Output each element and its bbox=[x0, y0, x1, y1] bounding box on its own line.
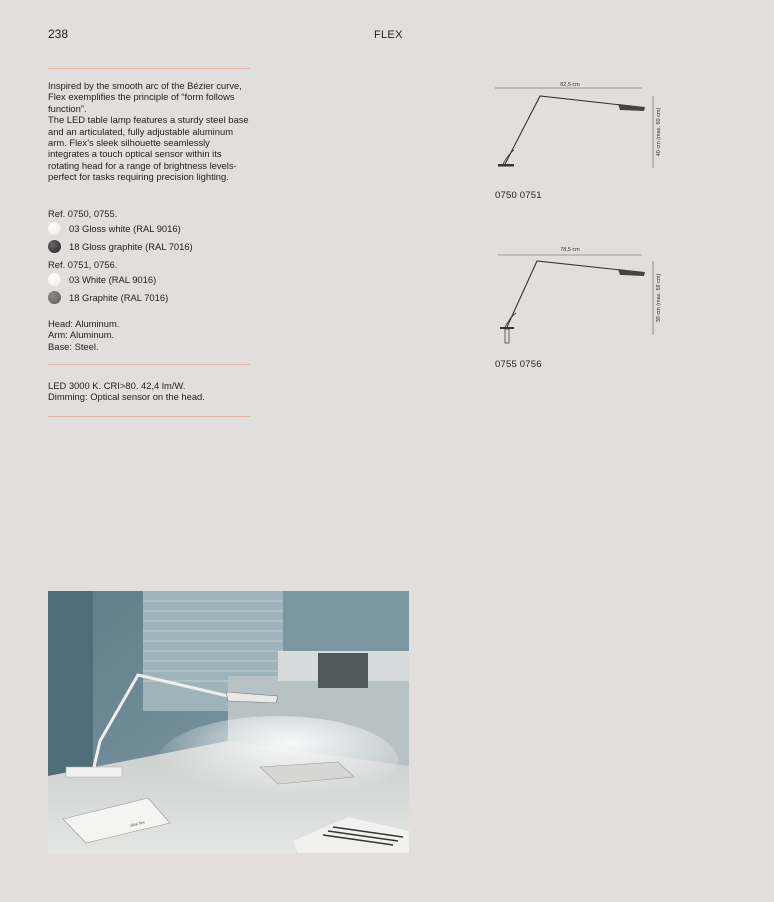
material-item: Arm: Aluminum. bbox=[48, 329, 115, 341]
book-label: vibia flex bbox=[129, 819, 146, 828]
finish-label: 03 Gloss white (RAL 9016) bbox=[69, 223, 181, 234]
divider bbox=[48, 68, 250, 69]
material-item: Head: Aluminum. bbox=[48, 318, 120, 329]
lamp-clamp-icon bbox=[505, 329, 509, 343]
white-swatch bbox=[48, 273, 61, 286]
lamp-arm-icon bbox=[507, 261, 630, 327]
finish-option bbox=[48, 291, 168, 304]
lamp-diagram-clamp bbox=[490, 243, 670, 348]
lamp-diagram-desk-base bbox=[490, 76, 670, 176]
lamp-head-icon bbox=[618, 269, 645, 276]
product-description bbox=[48, 80, 253, 183]
spec-line: Dimming: Optical sensor on the head. bbox=[48, 391, 205, 403]
page-title: FLEX bbox=[374, 29, 403, 41]
divider bbox=[48, 416, 250, 417]
finish-label: 03 White (RAL 9016) bbox=[69, 274, 157, 285]
lamp-head-icon bbox=[618, 104, 645, 111]
finish-option bbox=[48, 273, 156, 286]
material-item: Base: Steel. bbox=[48, 340, 99, 352]
finish-label: 18 Graphite (RAL 7016) bbox=[69, 292, 169, 303]
finish-option bbox=[48, 240, 193, 253]
lamp-arm-icon bbox=[504, 96, 630, 166]
page-number: 238 bbox=[48, 27, 69, 41]
diagram-codes: 0755 0756 bbox=[495, 359, 542, 370]
ref-label: Ref. 0751, 0756. bbox=[48, 259, 118, 270]
lamp-base-icon bbox=[498, 164, 514, 167]
height-label: 39 cm (max. 59 cm) bbox=[656, 273, 662, 323]
diagram-codes: 0750 0751 bbox=[495, 190, 542, 201]
technical-specs bbox=[48, 380, 205, 403]
graphite-swatch bbox=[48, 240, 61, 253]
graphite-swatch bbox=[48, 291, 61, 304]
width-label: 78,5 cm bbox=[560, 247, 580, 253]
product-photo bbox=[48, 591, 409, 853]
height-label: 40 cm (max. 60 cm) bbox=[656, 107, 662, 157]
ref-label: Ref. 0750, 0755. bbox=[48, 208, 118, 219]
width-label: 82,5 cm bbox=[560, 82, 580, 88]
white-swatch bbox=[48, 222, 61, 235]
divider bbox=[48, 364, 250, 365]
materials-list bbox=[48, 318, 119, 352]
spec-line: LED 3000 K. CRI>80. 42,4 lm/W. bbox=[48, 380, 186, 391]
description-paragraph: Inspired by the smooth arc of the Bézier curve, Flex exemplifies the principle of “form follows function”. bbox=[48, 80, 242, 114]
finish-label: 18 Gloss graphite (RAL 7016) bbox=[69, 241, 193, 252]
description-paragraph: The LED table lamp features a sturdy steel base and an articulated, fully adjustable aluminum arm. Flex’s sleek silhouette seamlessly integrates a touch optical sensor within its rotating head for a range of brightness levels-perfect for tasks requiring precision lighting. bbox=[48, 114, 249, 183]
finish-option bbox=[48, 222, 181, 235]
